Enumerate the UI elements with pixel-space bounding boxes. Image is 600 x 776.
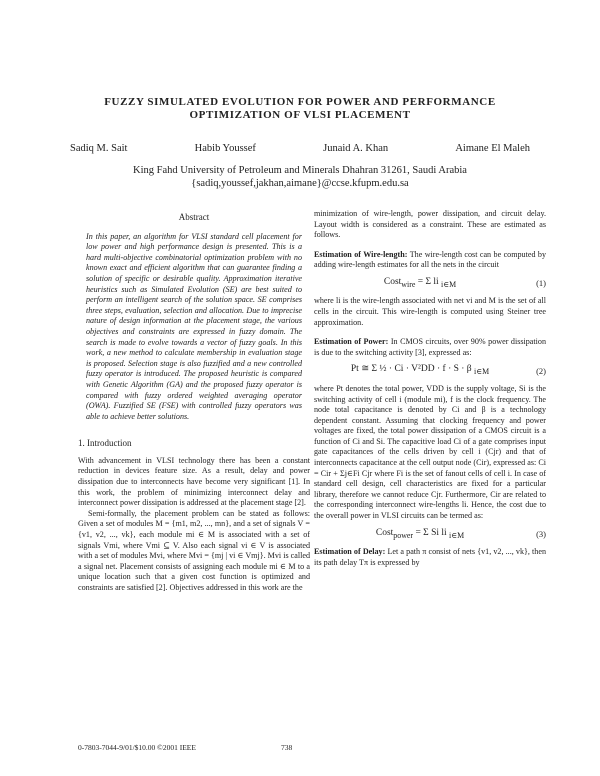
affiliation-institution: King Fahd University of Petroleum and Minerals Dhahran 31261, Saudi Arabia — [133, 165, 467, 176]
paper-title — [60, 96, 540, 122]
eq1-lhs: Cost — [383, 276, 402, 287]
left-column — [78, 212, 310, 594]
introduction-heading: 1. Introduction — [78, 438, 132, 449]
eq3-lhs: Cost — [375, 527, 394, 538]
power-text: In CMOS circuits, over 90% power dissipation is due to the switching activity [3], expressed as: — [314, 337, 546, 357]
author: Aimane El Maleh — [455, 143, 530, 154]
affiliation — [60, 164, 540, 190]
eq1-number: (1) — [536, 278, 546, 289]
page-number: 738 — [281, 743, 293, 752]
eq3-rhs: = Σ Si li — [415, 527, 447, 538]
delay-text: Let a path π consist of nets {v1, v2, ..., vk}, then its path delay Tπ is expressed by — [314, 547, 546, 567]
eq2-number: (2) — [536, 365, 546, 376]
eq3-subscript: power — [393, 530, 414, 540]
wirelength-text: The wire-length cost can be computed by adding wire-length estimates for all the nets in the circuit — [314, 249, 546, 270]
author-list — [70, 143, 530, 154]
eq2-body: Pt ≅ Σ ½ · Ci · V²DD · f · S · β — [350, 364, 472, 375]
author: Habib Youssef — [194, 143, 256, 154]
eq3-sum-index: i∈M — [449, 530, 465, 540]
equation-3 — [314, 528, 546, 541]
wirelength-paragraph — [314, 250, 546, 271]
objectives-continuation: minimization of wire-length, power dissipation, and circuit delay. Layout width is considered as a constraint. These are estimated as follows. — [314, 209, 546, 240]
copyright-footer: 0-7803-7044-9/01/$10.00 ©2001 IEEE — [78, 743, 196, 752]
equation-2 — [314, 364, 546, 377]
power-after: where Pt denotes the total power, VDD is the supply voltage, Si is the switching activity of cell i (module mi), f is the clock frequency. The node total capacitance is denoted by Ci and β is a technology dependent constant. Assuming that clocking frequency and power voltages are fixed, the total power dissipation of a CMOS circuit is a function of Ci and Si. The capacitive load Ci of a gate comprises input gate capacitances of the cells driven by cell i (Cjr) and that of interconnects capacitance at the cell output node (Cir), expressed as: Ci = Cir + Σj∈Fi Cjr where Fi is the set of fanout cells of cell i. In case of standard cell design, cell characteristics are fixed for a particular library, therefore we cannot reduce Cjr. Furthermore, Cir are related to the corresponding interconnect wire-lengths li. Hence, the cost due to the overall power in VLSI circuits can be termed as: — [314, 383, 546, 521]
author: Junaid A. Khan — [323, 143, 389, 154]
right-column — [314, 209, 546, 568]
eq1-rhs: = Σ li — [417, 276, 439, 287]
eq2-sum-index: i∈M — [474, 367, 490, 377]
intro-paragraph-1: With advancement in VLSI technology there has been a constant reduction in devices feature size. As a result, delay and power dissipation due to interconnects have become very significant [1]. In this work, the problem of minimizing interconnect delay and interconnect power dissipation is addressed at the placement stage [2]. — [78, 455, 310, 508]
title-line-2: OPTIMIZATION OF VLSI PLACEMENT — [189, 109, 411, 121]
equation-1 — [314, 277, 546, 290]
abstract-heading: Abstract — [178, 212, 210, 222]
delay-heading: Estimation of Delay: — [314, 547, 386, 557]
affiliation-emails: {sadiq,youssef,jakhan,aimane}@ccse.kfupm.edu.sa — [191, 178, 409, 189]
eq1-sum-index: i∈M — [441, 279, 457, 289]
title-line-1: FUZZY SIMULATED EVOLUTION FOR POWER AND PERFORMANCE — [104, 96, 496, 108]
power-paragraph — [314, 337, 546, 358]
delay-paragraph — [314, 547, 546, 568]
power-heading: Estimation of Power: — [314, 337, 389, 347]
eq3-number: (3) — [536, 529, 546, 540]
intro-paragraph-2: Semi-formally, the placement problem can be stated as follows: Given a set of modules M = {m1, m2, ..., mn}, and a set of signals V = {v1, v2, ..., vk}, each module mi ∈ M is associated with a set of signals Vmi, where Vmi ⊆ V. Also each signal vi ∈ V is associated with a set of modules Mvi, where Mvi = {mj | vi ∈ Vmj}. Mvi is called a signal net. Placement consists of assigning each module mi ∈ M to a unique location such that a given cost function is optimized and constraints are satisfied [2]. Objectives addressed in this work are the — [78, 508, 310, 592]
wirelength-after: where li is the wire-length associated with net vi and M is the set of all cells in the circuit. This wire-length is computed using Steiner tree approximation. — [314, 296, 546, 327]
wirelength-heading: Estimation of Wire-length: — [314, 249, 408, 259]
eq1-subscript: wire — [401, 279, 416, 289]
author: Sadiq M. Sait — [70, 143, 128, 154]
abstract-body: In this paper, an algorithm for VLSI standard cell placement for low power and high performance design is presented. This is a hard multi-objective combinatorial optimization problem with no known exact and efficient algorithm that can guarantee finding a solution of specific or desirable quality. Approximation iterative heuristics such as Simulated Evolution (SE) are best suited to perform an intelligent search of the solution space. SE comprises three steps, evaluation, selection and allocation. Due to imprecise nature of design information at the placement stage, the various objectives and constraints are expressed in fuzzy domain. The search is made to evolve towards a vector of fuzzy goals. In this work, a new method to calculate membership in evaluation stage is proposed. Selection stage is also fuzzified and a new controlled fuzzy operator is introduced. The proposed heuristic is compared with Genetic Algorithm (GA) and the proposed fuzzy operator is compared with fuzzy ordered weighted averaging operator (OWA). Fuzzified SE (FSE) with controlled fuzzy operators was able to achieve better solutions. — [86, 231, 302, 421]
